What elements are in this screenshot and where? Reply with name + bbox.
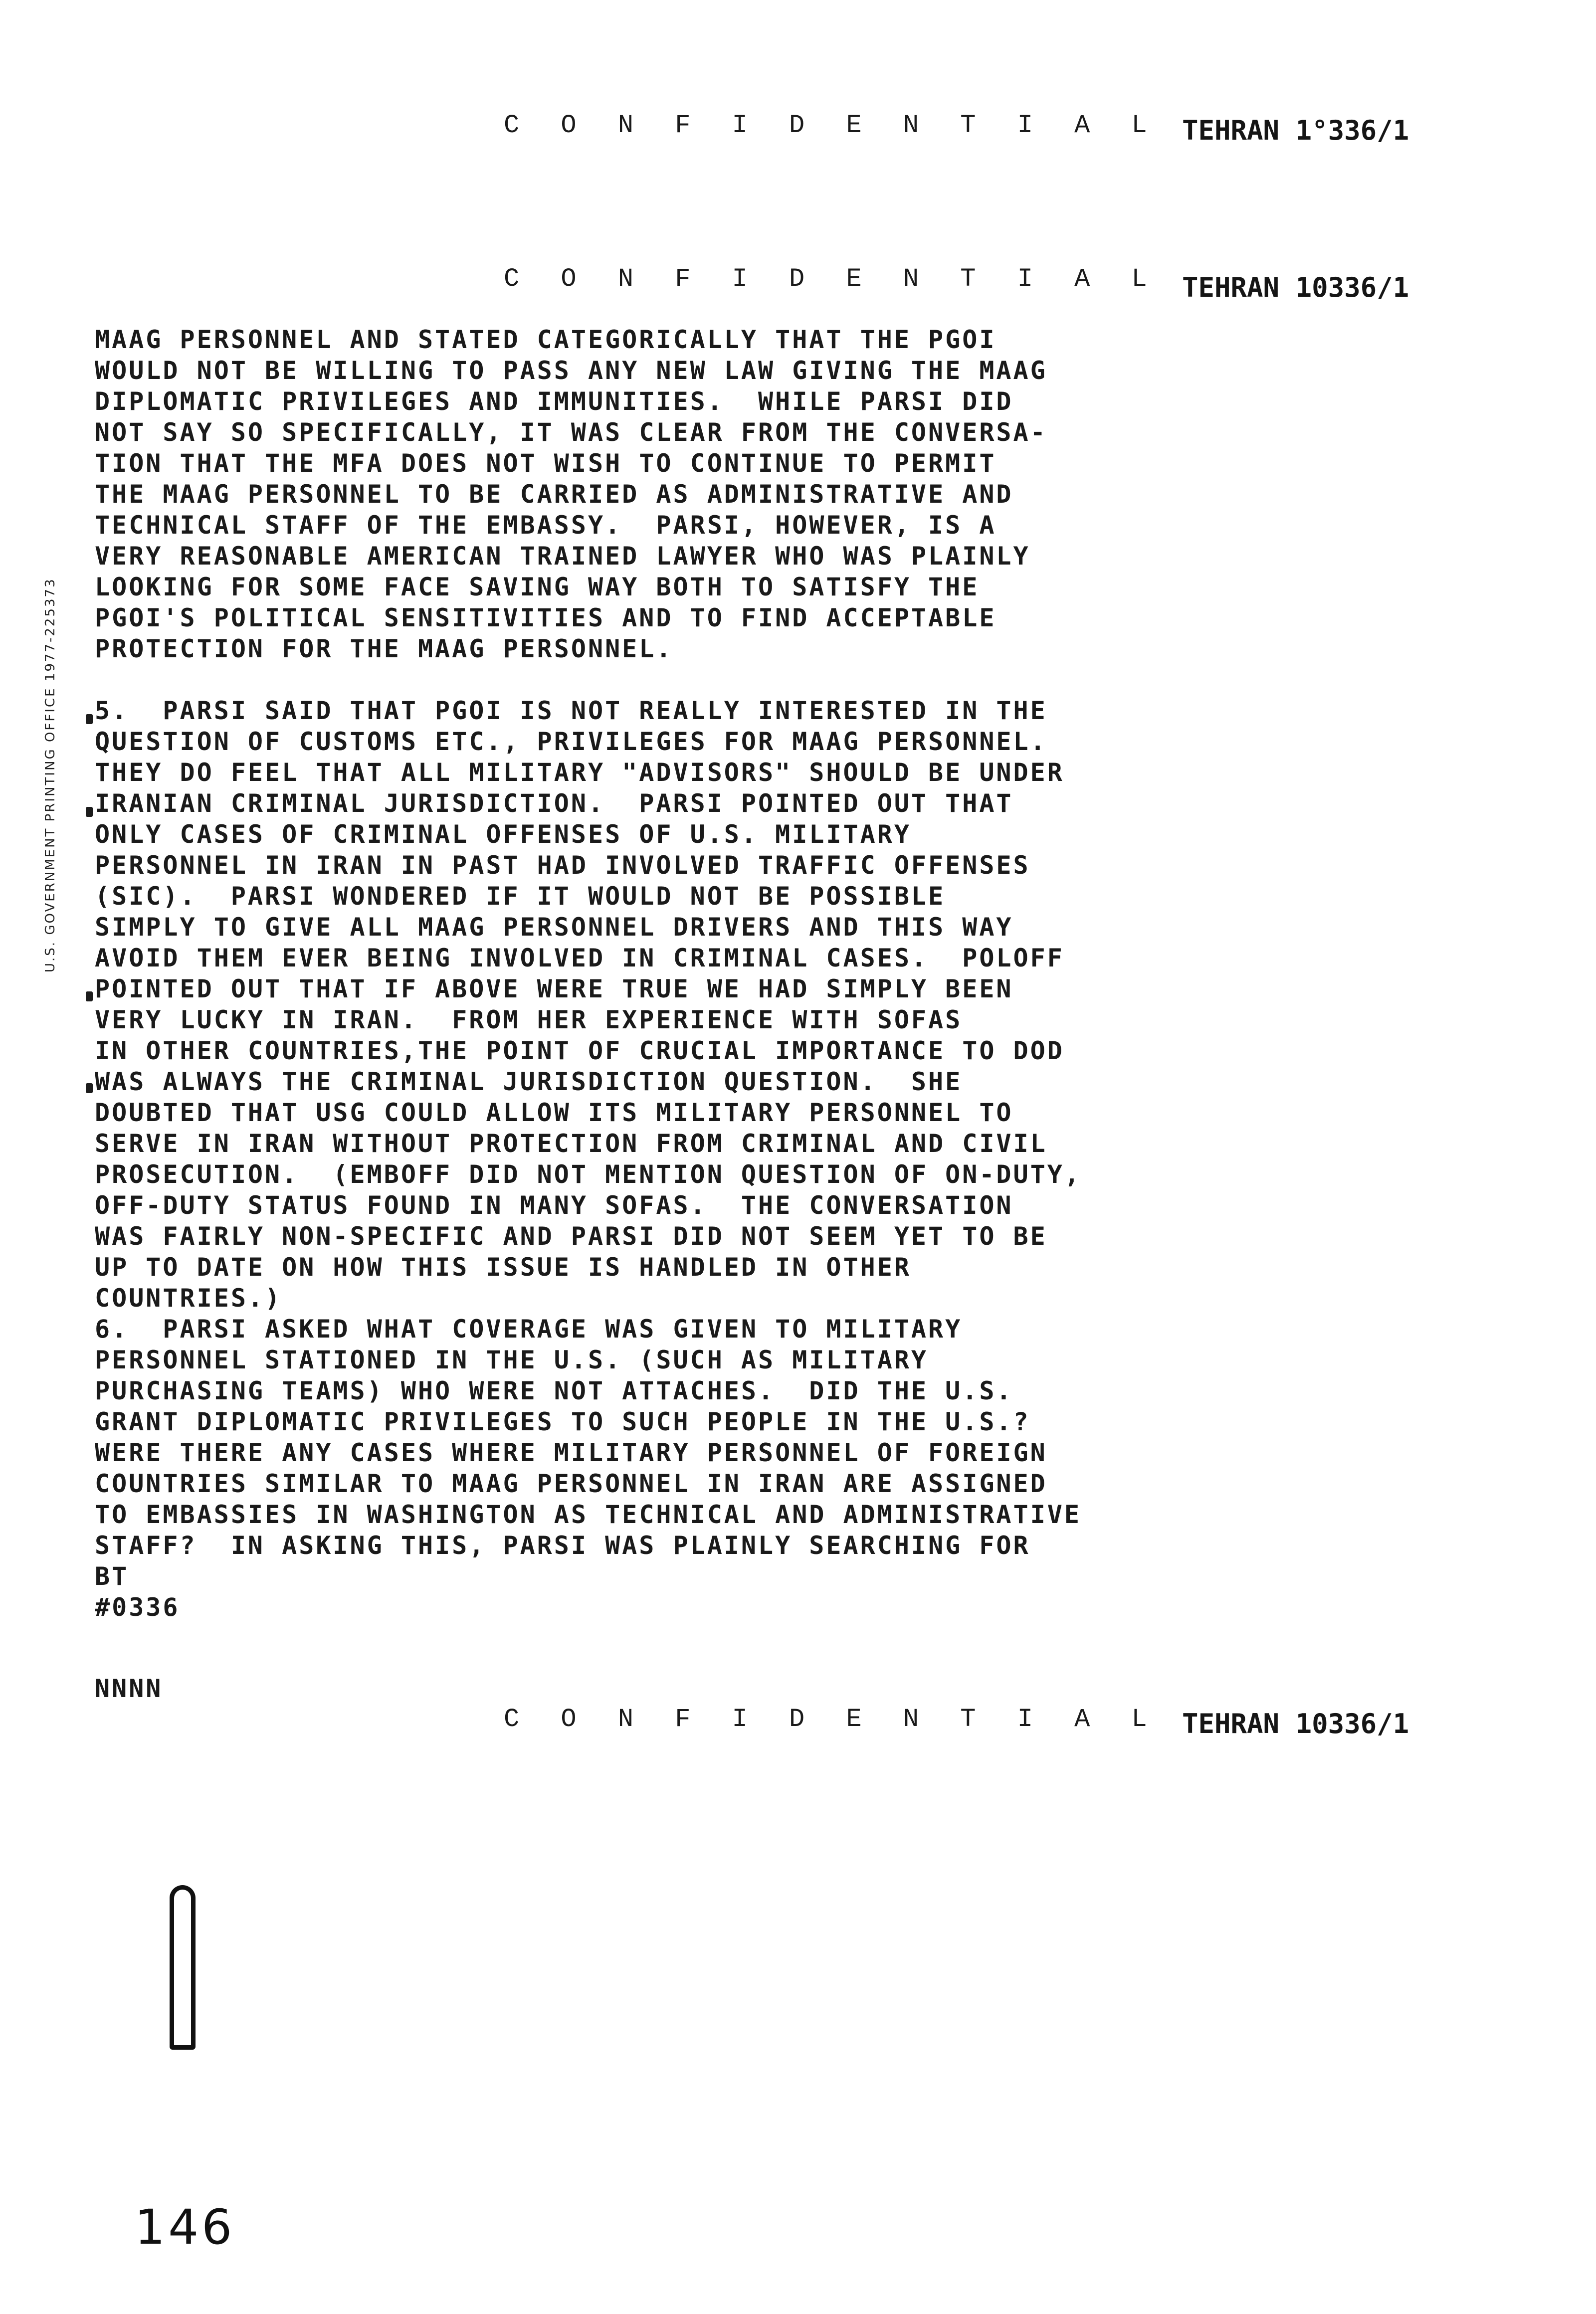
telegram-body: [95, 324, 1081, 1623]
top-classification-header: C O N F I D E N T I A L: [504, 111, 1160, 140]
body-line: PERSONNEL IN IRAN IN PAST HAD INVOLVED TRAFFIC OFFENSES: [95, 851, 1030, 880]
body-line: GRANT DIPLOMATIC PRIVILEGES TO SUCH PEOPLE IN THE U.S.?: [95, 1407, 1030, 1436]
body-line: 5. PARSI SAID THAT PGOI IS NOT REALLY INTERESTED IN THE: [95, 696, 1047, 725]
footer-telegram-reference: TEHRAN 10336/1: [1182, 1708, 1409, 1739]
body-line: SERVE IN IRAN WITHOUT PROTECTION FROM CRIMINAL AND CIVIL: [95, 1129, 1047, 1158]
body-line: OFF-DUTY STATUS FOUND IN MANY SOFAS. THE CONVERSATION: [95, 1191, 1013, 1220]
body-line: THE MAAG PERSONNEL TO BE CARRIED AS ADMINISTRATIVE AND: [95, 480, 1013, 509]
margin-tick-mark: [86, 807, 93, 817]
body-line: IN OTHER COUNTRIES,THE POINT OF CRUCIAL IMPORTANCE TO DOD: [95, 1036, 1064, 1065]
body-line: QUESTION OF CUSTOMS ETC., PRIVILEGES FOR MAAG PERSONNEL.: [95, 727, 1047, 756]
body-line: AVOID THEM EVER BEING INVOLVED IN CRIMINAL CASES. POLOFF: [95, 944, 1064, 972]
footer-classification: C O N F I D E N T I A L: [504, 1705, 1160, 1734]
printing-office-stamp: U.S. GOVERNMENT PRINTING OFFICE 1977-225373: [43, 578, 58, 972]
body-line: PURCHASING TEAMS) WHO WERE NOT ATTACHES. DID THE U.S.: [95, 1376, 1013, 1405]
body-line: WAS ALWAYS THE CRIMINAL JURISDICTION QUESTION. SHE: [95, 1067, 963, 1096]
body-line: DIPLOMATIC PRIVILEGES AND IMMUNITIES. WHILE PARSI DID: [95, 387, 1013, 416]
body-line: COUNTRIES.): [95, 1284, 282, 1313]
body-line: THEY DO FEEL THAT ALL MILITARY "ADVISORS" SHOULD BE UNDER: [95, 758, 1064, 787]
body-line: PROSECUTION. (EMBOFF DID NOT MENTION QUESTION OF ON-DUTY,: [95, 1160, 1081, 1189]
bracket-ink-mark: [170, 1885, 196, 2050]
body-line: UP TO DATE ON HOW THIS ISSUE IS HANDLED IN OTHER: [95, 1253, 911, 1282]
body-line: PROTECTION FOR THE MAAG PERSONNEL.: [95, 634, 673, 663]
body-line: STAFF? IN ASKING THIS, PARSI WAS PLAINLY SEARCHING FOR: [95, 1531, 1030, 1560]
body-line: TO EMBASSIES IN WASHINGTON AS TECHNICAL AND ADMINISTRATIVE: [95, 1500, 1081, 1529]
second-telegram-reference: TEHRAN 10336/1: [1182, 272, 1409, 303]
body-line: LOOKING FOR SOME FACE SAVING WAY BOTH TO SATISFY THE: [95, 573, 980, 601]
body-line: PERSONNEL STATIONED IN THE U.S. (SUCH AS MILITARY: [95, 1346, 929, 1374]
body-line: NOT SAY SO SPECIFICALLY, IT WAS CLEAR FROM THE CONVERSA-: [95, 418, 1047, 447]
body-line: WERE THERE ANY CASES WHERE MILITARY PERSONNEL OF FOREIGN: [95, 1438, 1047, 1467]
end-of-message-marker: NNNN: [95, 1674, 163, 1703]
body-line: PGOI'S POLITICAL SENSITIVITIES AND TO FIND ACCEPTABLE: [95, 603, 997, 632]
margin-tick-mark: [86, 714, 93, 724]
body-line: (SIC). PARSI WONDERED IF IT WOULD NOT BE POSSIBLE: [95, 882, 946, 911]
body-line: 6. PARSI ASKED WHAT COVERAGE WAS GIVEN TO MILITARY: [95, 1315, 963, 1344]
second-classification-header: C O N F I D E N T I A L: [504, 264, 1160, 294]
body-line: SIMPLY TO GIVE ALL MAAG PERSONNEL DRIVERS AND THIS WAY: [95, 913, 1013, 942]
body-line: VERY REASONABLE AMERICAN TRAINED LAWYER WHO WAS PLAINLY: [95, 542, 1030, 571]
body-line: VERY LUCKY IN IRAN. FROM HER EXPERIENCE WITH SOFAS: [95, 1005, 963, 1034]
margin-tick-mark: [86, 1083, 93, 1093]
body-line: MAAG PERSONNEL AND STATED CATEGORICALLY THAT THE PGOI: [95, 325, 997, 354]
body-line: POINTED OUT THAT IF ABOVE WERE TRUE WE HAD SIMPLY BEEN: [95, 974, 1013, 1003]
body-line: ONLY CASES OF CRIMINAL OFFENSES OF U.S. MILITARY: [95, 820, 911, 849]
page-number: 146: [135, 2199, 235, 2255]
body-line: TECHNICAL STAFF OF THE EMBASSY. PARSI, HOWEVER, IS A: [95, 511, 997, 540]
body-line: WOULD NOT BE WILLING TO PASS ANY NEW LAW GIVING THE MAAG: [95, 356, 1047, 385]
paragraph-4: [95, 324, 1081, 664]
body-line: COUNTRIES SIMILAR TO MAAG PERSONNEL IN IRAN ARE ASSIGNED: [95, 1469, 1047, 1498]
body-line: WAS FAIRLY NON-SPECIFIC AND PARSI DID NOT SEEM YET TO BE: [95, 1222, 1047, 1251]
body-line: DOUBTED THAT USG COULD ALLOW ITS MILITARY PERSONNEL TO: [95, 1098, 1013, 1127]
top-telegram-reference: TEHRAN 1°336/1: [1182, 115, 1409, 146]
body-line: TION THAT THE MFA DOES NOT WISH TO CONTINUE TO PERMIT: [95, 449, 997, 478]
margin-tick-mark: [86, 991, 93, 1001]
paragraph-5: [95, 695, 1081, 1314]
body-line: IRANIAN CRIMINAL JURISDICTION. PARSI POINTED OUT THAT: [95, 789, 1013, 818]
paragraph-6: [95, 1314, 1081, 1623]
body-line: #0336: [95, 1593, 180, 1622]
paragraph-gap: [95, 664, 1081, 695]
body-line: BT: [95, 1562, 129, 1591]
